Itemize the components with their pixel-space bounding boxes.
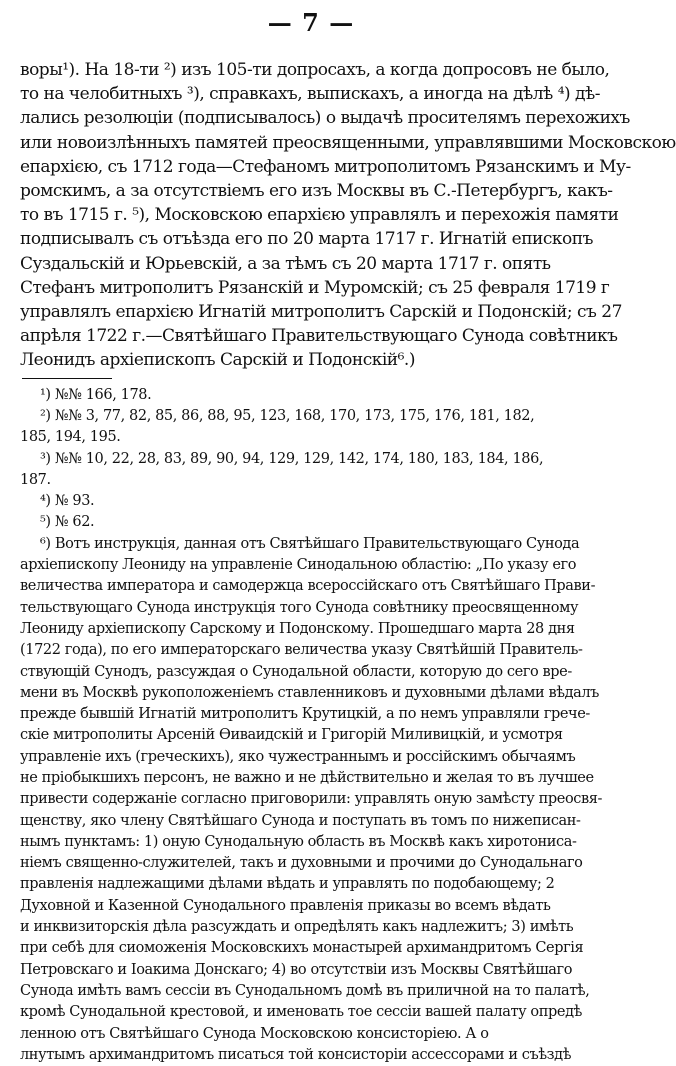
footnote-line: ⁶) Вотъ инструкція, данная отъ Святѣйшаго Правительствующаго Сунода: [40, 535, 580, 552]
text-line: то въ 1715 г. ⁵), Московскою епархією управлялъ и перехожія памяти: [20, 205, 619, 226]
text-line: Суздальскій и Юрьевскій, а за тѣмъ съ 20 марта 1717 г. опять: [20, 253, 551, 274]
footnote-line: нымъ пунктамъ: 1) оную Сунодальную область въ Москвѣ какъ хиротониса-: [20, 833, 577, 850]
footnote-line: 187.: [20, 471, 51, 488]
footnote-line: 185, 194, 195.: [20, 429, 121, 446]
text-line: управлялъ епархією Игнатій митрополитъ Сарскій и Подонскій; съ 27: [20, 302, 622, 323]
footnote-line: правленія надлежащими дѣлами вѣдать и управлять по подобающему; 2: [20, 876, 555, 893]
footnote-line: Леониду архіепископу Сарскому и Подонскому. Прошедшаго марта 28 дня: [20, 620, 575, 637]
footnote-line: Сунода имѣть вамъ сессіи въ Сунодальномъ домѣ въ приличной на то палатѣ,: [20, 982, 590, 999]
footnote-line: ленною отъ Святѣйшаго Сунода Московскою консисторіею. А о: [20, 1025, 489, 1042]
footnote-line: Петровскаго и Іоакима Донскаго; 4) во отсутствіи изъ Москвы Святѣйшаго: [20, 961, 573, 978]
footnote-line: не пріобыкшихъ персонъ, не важно и не дѣйствительно и желая то въ лучшее: [20, 769, 594, 786]
text-line: воры¹). На 18-ти ²) изъ 105-ти допросахъ, а когда допросовъ не было,: [20, 60, 610, 80]
footnote-line: мени въ Москвѣ рукоположеніемъ ставленниковъ и духовными дѣлами вѣдалъ: [20, 684, 600, 701]
footnote-line: щенству, яко члену Святѣйшаго Сунода и поступать въ томъ по нижеписан-: [20, 812, 581, 829]
text-line: Леонидъ архіепископъ Сарскій и Подонскій⁶.): [20, 350, 415, 371]
footnote-line: привести содержаніе согласно приговорили: управлять оную замѣсту преосвя-: [20, 791, 603, 808]
footnote-line: и инквизиторскія дѣла разсуждать и опредѣлять какъ надлежитъ; 3) имѣть: [20, 919, 574, 936]
text-line: епархією, съ 1712 года—Стефаномъ митрополитомъ Рязанскимъ и Му-: [20, 156, 631, 177]
text-line: лались резолюціи (подписывалось) о выдачѣ просителямъ перехожихъ: [20, 108, 630, 129]
footnote-line: ³) №№ 10, 22, 28, 83, 89, 90, 94, 129, 129, 142, 174, 180, 183, 184, 186,: [40, 450, 544, 467]
footnote-line: лнутымъ архимандритомъ писаться той консисторіи ассессорами и съѣздѣ: [20, 1046, 572, 1063]
text-line: подписывалъ съ отъѣзда его по 20 марта 1717 г. Игнатій епископъ: [20, 229, 593, 250]
text-line: Стефанъ митрополитъ Рязанскій и Муромскій; съ 25 февраля 1719 г: [20, 277, 610, 298]
footnotes: [20, 385, 602, 1066]
footnote-line: величества императора и самодержца всероссійскаго отъ Святѣйшаго Прави-: [20, 578, 596, 595]
footnote-line: ⁵) № 62.: [40, 514, 95, 531]
text-line: ромскимъ, а за отсутствіемъ его изъ Москвы въ С.-Петербургъ, какъ-: [20, 181, 613, 202]
footnote-line: ¹) №№ 166, 178.: [40, 386, 152, 403]
text-line: апрѣля 1722 г.—Святѣйшаго Правительствующаго Сунода совѣтникъ: [20, 326, 618, 347]
footnote-line: (1722 года), по его императорскаго величества указу Святѣйшій Правитель-: [20, 642, 583, 659]
footnote-line: архіепископу Леониду на управленіе Синодальною областію: „По указу его: [20, 557, 577, 574]
footnote-line: кромѣ Сунодальной крестовой, и именовать тое сессіи вашей палату опредѣ: [20, 1004, 582, 1021]
footnote-line: скіе митрополиты Арсеній Өиваидскій и Григорій Миливицкій, и усмотря: [20, 727, 563, 744]
footnote-line: ⁴) № 93.: [40, 493, 95, 510]
footnote-line: ²) №№ 3, 77, 82, 85, 86, 88, 95, 123, 168, 170, 173, 175, 176, 181, 182,: [40, 407, 535, 424]
footnote-line: Духовной и Казенной Сунодального правленія приказы во всемъ вѣдать: [20, 897, 551, 914]
footnote-line: управленіе ихъ (греческихъ), яко чужестраннымъ и россійскимъ обычаямъ: [20, 748, 576, 765]
text-line: то на челобитныхъ ³), справкахъ, выпискахъ, а иногда на дѣлѣ ⁴) дѣ-: [20, 84, 601, 105]
footnote-line: ніемъ священно-служителей, такъ и духовными и прочими до Сунодальнаго: [20, 855, 583, 872]
main-text: [20, 58, 676, 373]
page-number: — 7 —: [267, 8, 355, 37]
footnote-separator: [22, 378, 112, 379]
text-line: или новоизлѣнныхъ памятей преосвященными, управлявшими Московскою: [20, 132, 676, 153]
footnote-line: ствующій Сунодъ, разсуждая о Сунодальной области, которую до сего вре-: [20, 663, 572, 680]
footnote-line: при себѣ для сиоможенія Московскихъ монастырей архимандритомъ Сергія: [20, 940, 584, 957]
footnote-line: прежде бывшій Игнатій митрополитъ Крутицкій, а по немъ управляли грече-: [20, 706, 590, 723]
footnote-line: тельствующаго Сунода инструкція того Сунода совѣтнику преосвященному: [20, 599, 579, 616]
